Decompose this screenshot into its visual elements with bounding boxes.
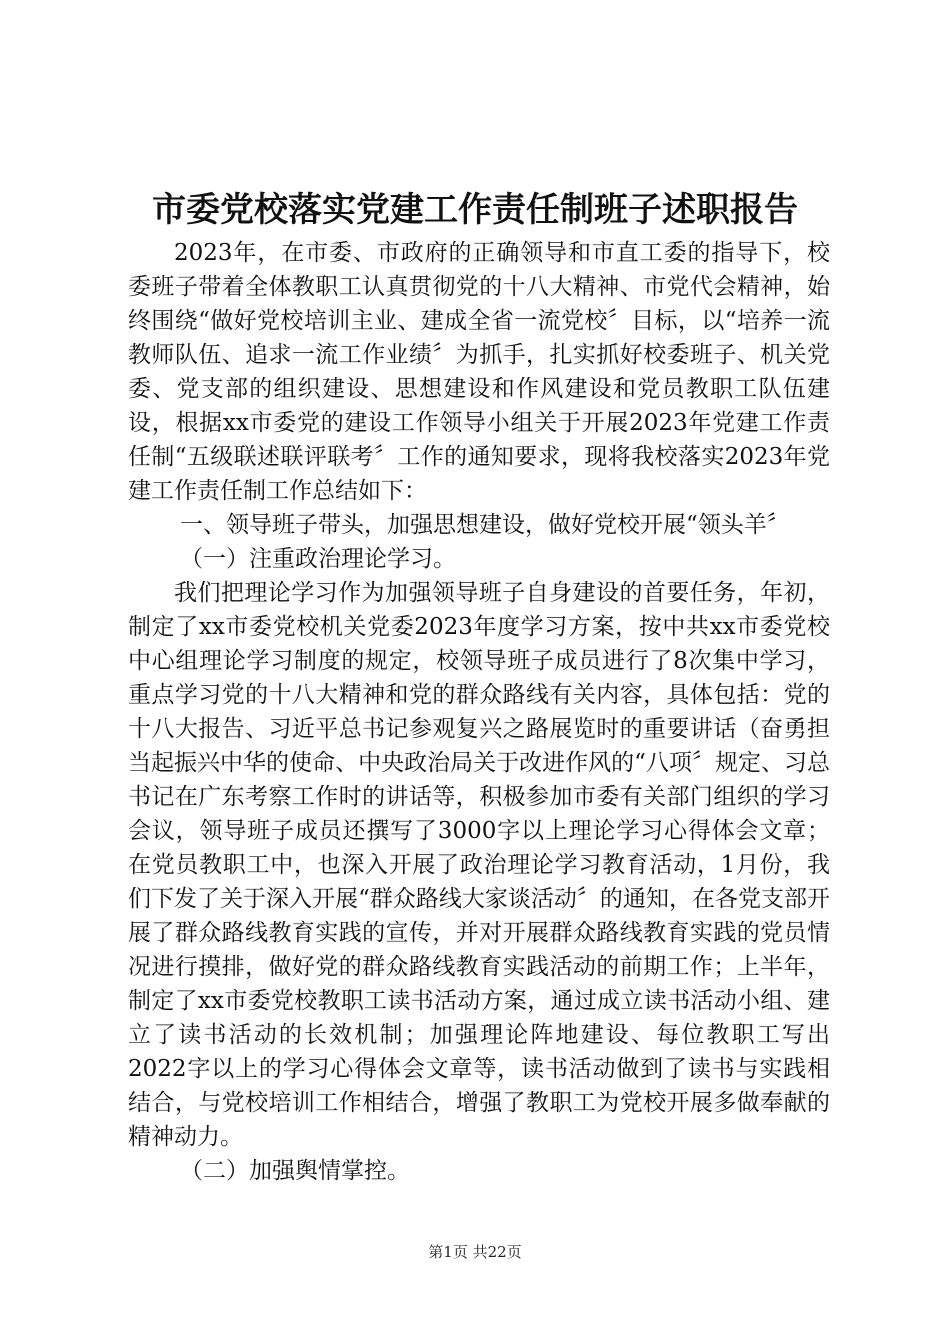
body-paragraph-study: 我们把理论学习作为加强领导班子自身建设的首要任务，年初，制定了xx市委党校机关党委2023年度学习方案，按中共xx市委党校中心组理论学习制度的规定，校领导班子成员进行了8次集中学习，重点学习党的十八大精神和党的群众路线有关内容，具体包括：党的十八大报告、习近平总书记参观复兴之路展览时的重要讲话（奋勇担当起振兴中华的使命、中央政治局关于改进作风的“八项〞规定、习总书记在广东考察工作时的讲话等，积极参加市委有关部门组织的学习会议，领导班子成员还撰写了3000字以上理论学习心得体会文章；在党员教职工中，也深入开展了政治理论学习教育活动，1月份，我们下发了关于深入开展“群众路线大家谈活动〞的通知，在各党支部开展了群众路线教育实践的宣传，并对开展群众路线教育实践的党员情况进行摸排，做好党的群众路线教育实践活动的前期工作；上半年，制定了xx市委党校教职工读书活动方案，通过成立读书活动小组、建立了读书活动的长效机制；加强理论阵地建设、每位教职工写出2022字以上的学习心得体会文章等，读书活动做到了读书与实践相结合，与党校培训工作相结合，增强了教职工为党校开展多做奉献的精神动力。 bbox=[128, 580, 830, 1150]
document-title: 市委党校落实党建工作责任制班子述职报告 bbox=[152, 190, 798, 230]
subsection-heading-1: （一）注重政治理论学习。 bbox=[180, 546, 456, 572]
page-footer: 第1页 共22页 bbox=[428, 1243, 522, 1261]
intro-paragraph: 2023年，在市委、市政府的正确领导和市直工委的指导下，校委班子带着全体教职工认真贯彻党的十八大精神、市党代会精神，始终围绕“做好党校培训主业、建成全省一流党校〞目标，以“培养一流教师队伍、追求一流工作业绩〞为抓手，扎实抓好校委班子、机关党委、党支部的组织建设、思想建设和作风建设和党员教职工队伍建设，根据xx市委党的建设工作领导小组关于开展2023年党建工作责任制“五级联述联评联考〞工作的通知要求，现将我校落实2023年党建工作责任制工作总结如下： bbox=[128, 240, 830, 504]
section-heading-1: 一、领导班子带头，加强思想建设，做好党校开展“领头羊〞 bbox=[180, 512, 790, 538]
document-body bbox=[128, 236, 830, 1188]
subsection-heading-2: （二）加强舆情掌控。 bbox=[180, 1158, 410, 1184]
